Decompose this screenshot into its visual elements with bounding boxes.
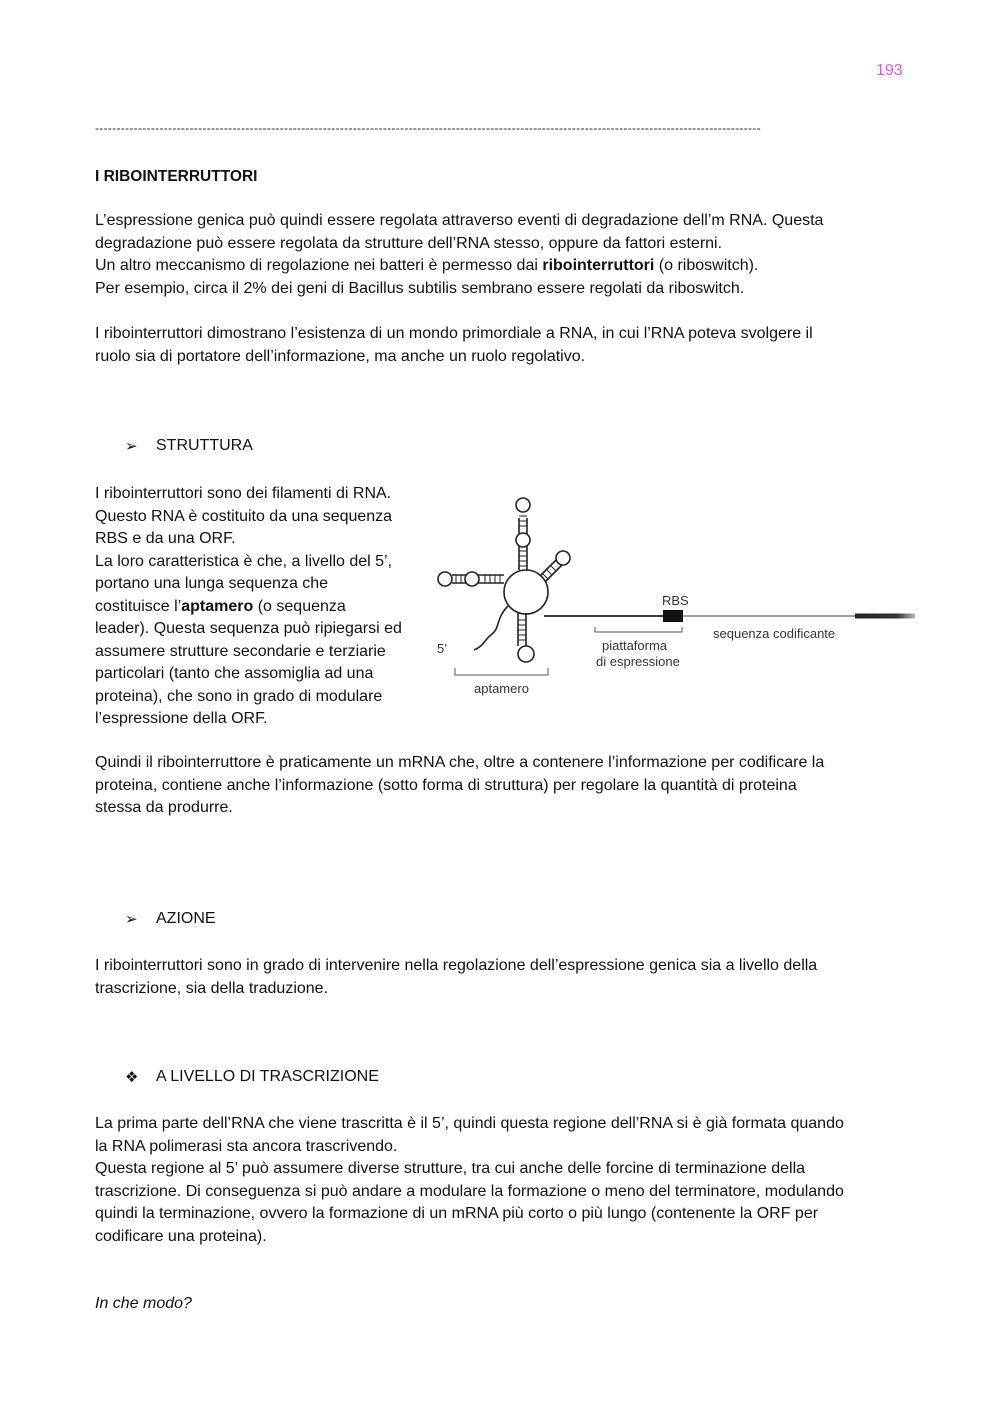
bold-term: aptamero: [181, 597, 254, 615]
text-line: stessa da produrre.: [95, 799, 233, 816]
platform-label-2: di espressione: [596, 654, 680, 669]
bullet-struttura: [125, 437, 253, 455]
text-line: I ribointerruttori sono in grado di intervenire nella regolazione dell’espressione genica sia a livello della: [95, 957, 818, 974]
intro-paragraph: [95, 210, 905, 300]
bullet-trascrizione: [125, 1068, 379, 1086]
platform-bracket: [595, 627, 682, 632]
aptamer-structure: [438, 498, 570, 662]
text-line: La loro caratteristica è che, a livello del 5’,: [95, 552, 393, 570]
bullet-label: STRUTTURA: [156, 437, 253, 454]
rbs-box: [663, 610, 683, 622]
bullet-azione: [125, 910, 216, 928]
coding-strand-end: [855, 614, 915, 619]
arrow-bullet-icon: ➢: [125, 438, 138, 455]
text-line: trascrizione, sia della traduzione.: [95, 979, 329, 997]
text-line: quindi la terminazione, ovvero la formazione di un mRNA più corto o più lungo (contenente la ORF per: [95, 1205, 819, 1222]
text-line: Per esempio, circa il 2% dei geni di Bacillus subtilis sembrano essere regolati da riboswitch.: [95, 279, 745, 297]
text-line: portano una lunga sequenza che: [95, 575, 329, 592]
text-line: l’espressione della ORF.: [95, 710, 268, 727]
aptamer-label: aptamero: [474, 681, 529, 696]
text-line: la RNA polimerasi sta ancora trascrivendo.: [95, 1137, 398, 1155]
text-line: [95, 596, 427, 619]
platform-label: piattaforma: [602, 638, 668, 653]
text-span: costituisce l’: [95, 597, 182, 615]
text-span: Un altro meccanismo di regolazione nei batteri è permesso dai: [95, 257, 543, 274]
text-line: Questa regione al 5’ può assumere diverse strutture, tra cui anche delle forcine di terminazione della: [95, 1160, 806, 1177]
text-line: I ribointerruttori dimostrano l’esistenza di un mondo primordiale a RNA, in cui l’RNA poteva svolgere il: [95, 325, 813, 342]
rbs-label: RBS: [662, 593, 689, 608]
azione-paragraph: [95, 955, 905, 1000]
text-line: leader). Questa sequenza può ripiegarsi ed: [95, 620, 402, 637]
trascrizione-paragraph: [95, 1113, 905, 1248]
page-number: 193: [876, 62, 903, 79]
question-line: In che modo?: [95, 1295, 192, 1312]
text-line: L’espressione genica può quindi essere regolata attraverso eventi di degradazione dell’m RNA. Questa: [95, 212, 824, 229]
arrow-bullet-icon: ➢: [125, 911, 138, 928]
text-span: (o sequenza: [253, 597, 346, 615]
text-line: ruolo sia di portatore dell’informazione, ma anche un ruolo regolativo.: [95, 347, 586, 365]
text-span: (o riboswitch).: [654, 257, 759, 274]
text-line: Quindi il ribointerruttore è praticamente un mRNA che, oltre a contenere l’informazione per codificare la: [95, 754, 825, 771]
diamond-bullet-icon: ❖: [125, 1069, 139, 1086]
text-line: proteina), che sono in grado di modulare: [95, 687, 383, 705]
text-line: proteina, contiene anche l’informazione (sotto forma di struttura) per regolare la quantità di proteina: [95, 776, 797, 794]
quindi-paragraph: [95, 752, 905, 820]
text-line: particolari (tanto che assomiglia ad una: [95, 665, 374, 682]
text-line: [95, 255, 905, 278]
rna-world-paragraph: [95, 323, 905, 368]
bullet-label: AZIONE: [156, 910, 216, 927]
text-line: La prima parte dell’RNA che viene trascritta è il 5’, quindi questa regione dell’RNA si è già formata quando: [95, 1115, 844, 1132]
separator-rule: -----------------------------------------------------------------------------------------------------------------------------------------------------------: [95, 121, 761, 135]
struttura-paragraph: [95, 483, 427, 731]
text-line: I ribointerruttori sono dei filamenti di RNA.: [95, 485, 392, 502]
text-line: codificare una proteina).: [95, 1227, 267, 1245]
aptamer-bracket: [455, 668, 548, 675]
text-line: trascrizione. Di conseguenza si può andare a modulare la formazione o meno del terminatore, modulando: [95, 1182, 844, 1200]
five-prime-label: 5’: [437, 641, 448, 656]
section-title: I RIBOINTERRUTTORI: [95, 168, 258, 185]
text-line: RBS e da una ORF.: [95, 530, 236, 547]
text-line: Questo RNA è costituito da una sequenza: [95, 507, 393, 525]
bold-term: ribointerruttori: [542, 257, 655, 274]
riboswitch-diagram: [430, 488, 920, 703]
text-line: assumere strutture secondarie e terziarie: [95, 642, 386, 660]
coding-sequence-label: sequenza codificante: [713, 626, 836, 641]
text-line: degradazione può essere regolata da strutture dell’RNA stesso, oppure da fattori esterni.: [95, 234, 723, 252]
bullet-label: A LIVELLO DI TRASCRIZIONE: [156, 1068, 379, 1085]
